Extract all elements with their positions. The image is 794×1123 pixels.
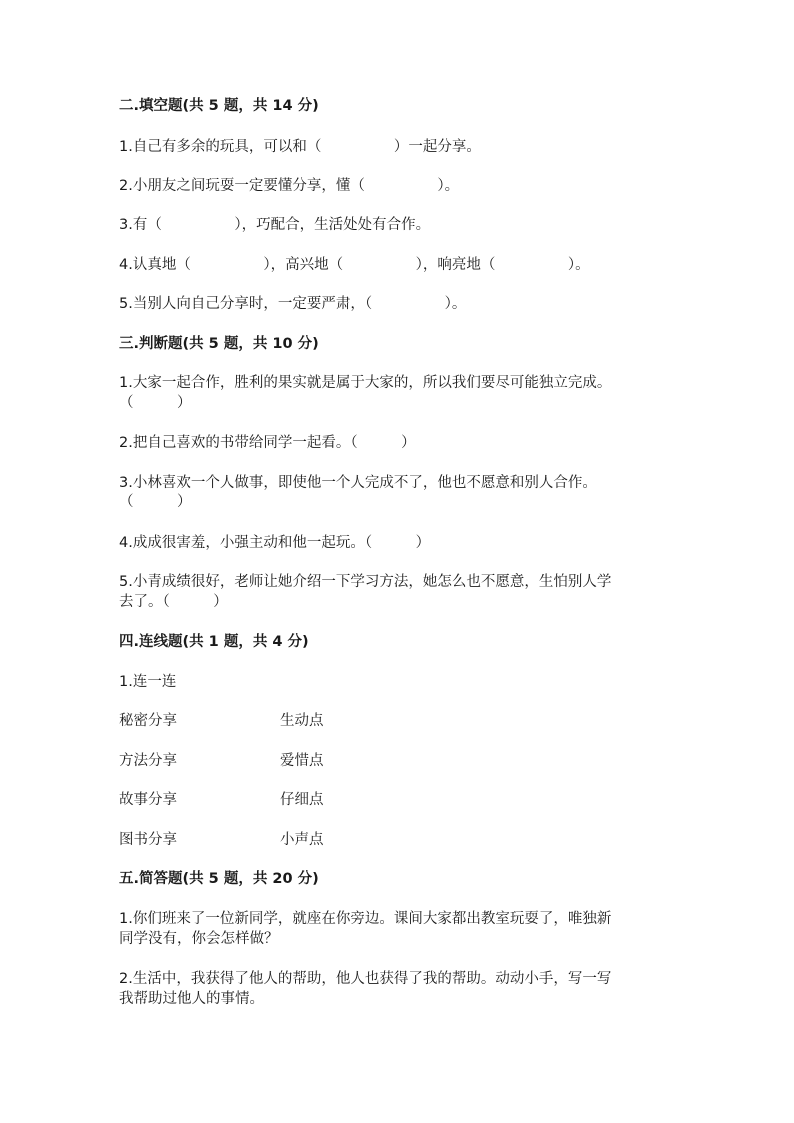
true-false-question-5: 5.小青成绩很好，老师让她介绍一下学习方法，她怎么也不愿意，生怕别人学 [119, 574, 612, 590]
matching-right-item: 爱惜点 [280, 753, 324, 769]
fill-in-question-4: 4.认真地（ ），高兴地（ ），响亮地（ ）。 [119, 257, 590, 273]
matching-question-1: 1.连一连 [119, 674, 177, 690]
short-answer-question-2-cont: 我帮助过他人的事情。 [119, 991, 264, 1007]
true-false-question-1: 1.大家一起合作，胜利的果实就是属于大家的，所以我们要尽可能独立完成。 [119, 375, 612, 391]
matching-right-item: 小声点 [280, 832, 324, 848]
matching-left-item: 秘密分享 [119, 713, 177, 729]
fill-in-question-5: 5.当别人向自己分享时，一定要严肃，（ ）。 [119, 296, 467, 312]
matching-right-item: 仔细点 [280, 792, 324, 808]
fill-in-question-3: 3.有（ ），巧配合，生活处处有合作。 [119, 217, 431, 233]
section-heading-fill-in: 二.填空题(共 5 题，共 14 分) [119, 98, 319, 114]
short-answer-question-2: 2.生活中，我获得了他人的帮助，他人也获得了我的帮助。动动小手，写一写 [119, 971, 612, 987]
section-heading-short-answer: 五.简答题(共 5 题，共 20 分) [119, 871, 319, 887]
true-false-question-4: 4.成成很害羞，小强主动和他一起玩。（ ） [119, 535, 431, 551]
short-answer-question-1-cont: 同学没有，你会怎样做？ [119, 931, 279, 947]
short-answer-question-1: 1.你们班来了一位新同学，就座在你旁边。课间大家都出教室玩耍了，唯独新 [119, 911, 612, 927]
fill-in-question-1: 1.自己有多余的玩具，可以和（ ）一起分享。 [119, 139, 481, 155]
matching-left-item: 图书分享 [119, 832, 177, 848]
fill-in-question-2: 2.小朋友之间玩耍一定要懂分享，懂（ ）。 [119, 178, 460, 194]
true-false-question-5-cont: 去了。（ ） [119, 594, 228, 610]
section-heading-matching: 四.连线题(共 1 题，共 4 分) [119, 634, 309, 650]
matching-left-item: 故事分享 [119, 792, 177, 808]
section-heading-true-false: 三.判断题(共 5 题，共 10 分) [119, 336, 319, 352]
true-false-question-1-cont: （ ） [119, 395, 192, 411]
true-false-question-2: 2.把自己喜欢的书带给同学一起看。（ ） [119, 435, 416, 451]
matching-left-item: 方法分享 [119, 753, 177, 769]
true-false-question-3: 3.小林喜欢一个人做事，即使他一个人完成不了，他也不愿意和别人合作。 [119, 475, 597, 491]
matching-right-item: 生动点 [280, 713, 324, 729]
true-false-question-3-cont: （ ） [119, 494, 192, 510]
